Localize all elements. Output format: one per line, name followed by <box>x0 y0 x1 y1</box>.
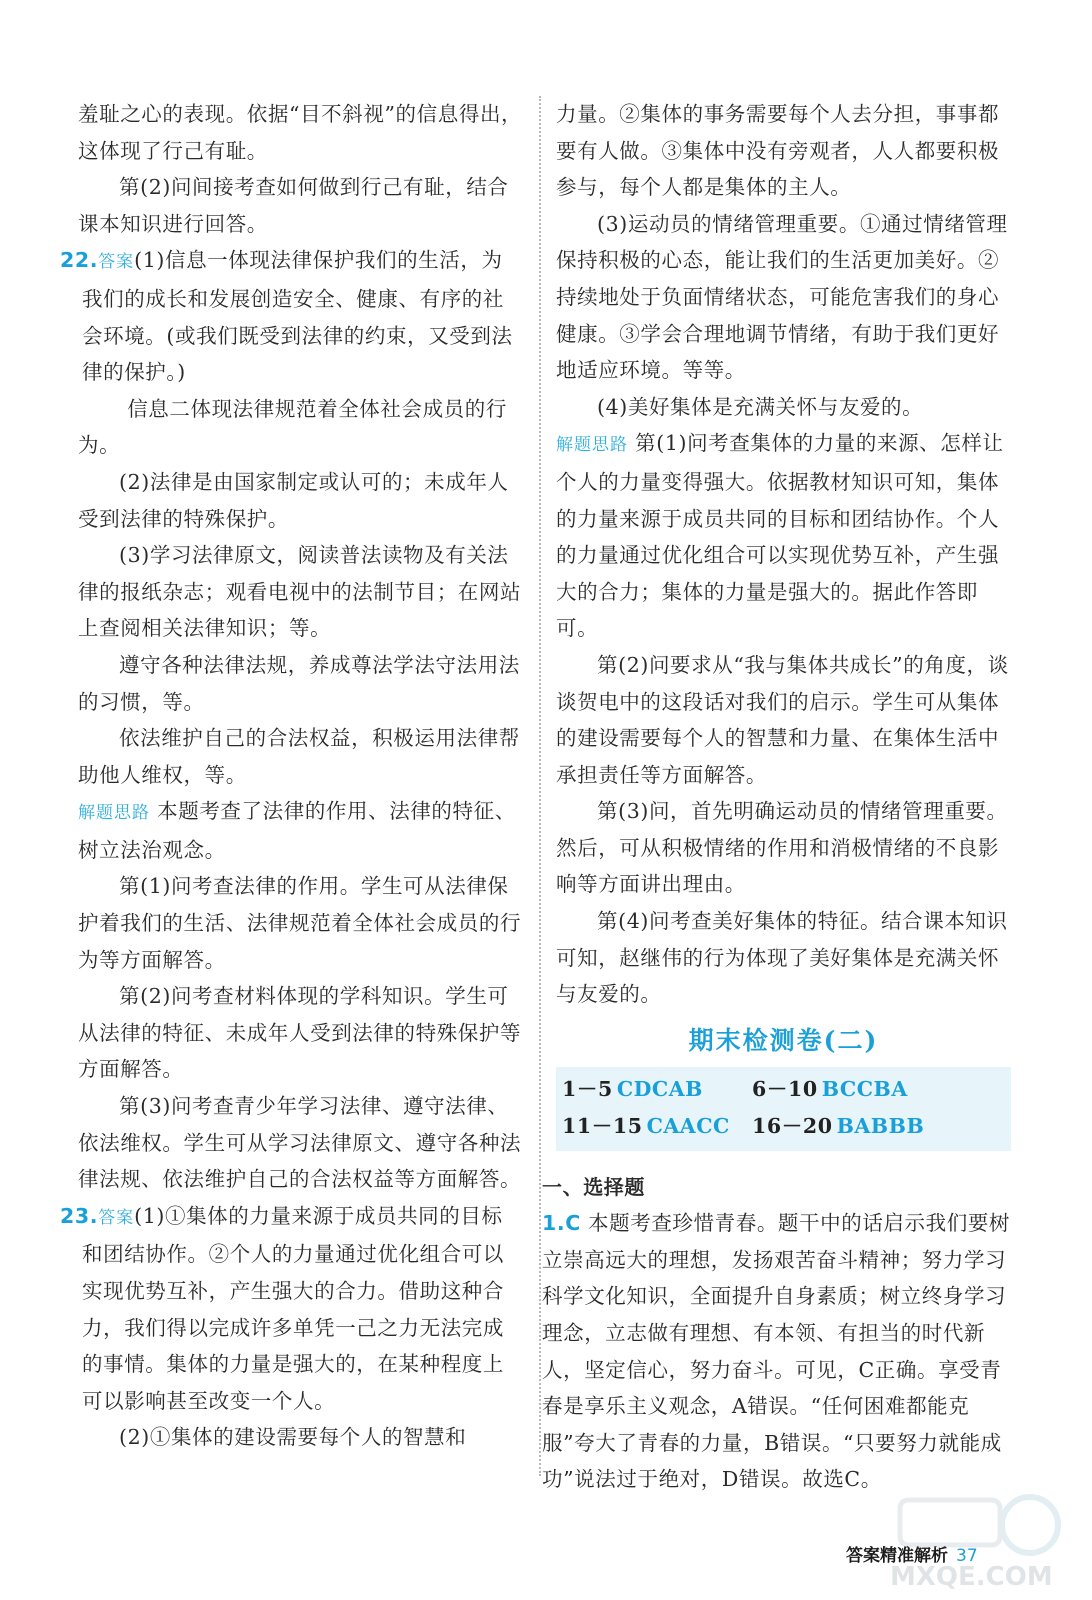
paragraph: (3)运动员的情绪管理重要。①通过情绪管理保持积极的心态，能让我们的生活更加美好。②持续地处于负面情绪状态，可能危害我们的身心健康。③学会合理地调节情绪，有助于我们更好地适应环境。等等。 <box>556 211 1008 383</box>
explanation-text: 本题考查珍惜青春。题干中的话启示我们要树立崇高远大的理想，发扬艰苦奋斗精神；努力学习科学文化知识，全面提升自身素质；树立终身学习理念，立志做有理想、有本领、有担当的时代新人，坚定信心，努力奋斗。可见，C正确。享受青春是享乐主义观念，A错误。“任何困难都能克服”夸大了青春的力量，B错误。“只要努力就能成功”说法过于绝对，D错误。故选C。 <box>542 1211 1011 1492</box>
question-number: 1.C <box>542 1211 581 1236</box>
paragraph: 第(2)问要求从“我与集体共成长”的角度，谈谈贺电中的这段话对我们的启示。学生可从集体的建设需要每个人的智慧和力量、在集体生活中承担责任等方面解答。 <box>556 652 1009 787</box>
paragraph: 第(3)问考查青少年学习法律、遵守法律、依法维权。学生可从学习法律原文、遵守各种法律法规、依法维护自己的合法权益等方面解答。 <box>78 1094 522 1192</box>
answer-key-table <box>556 1067 1011 1150</box>
watermark-logo <box>880 1490 1085 1595</box>
footer-label: 答案精准解析 <box>846 1546 948 1566</box>
watermark-text: MXQE.COM <box>890 1562 1053 1592</box>
question-23-answer <box>60 1198 523 1420</box>
left-column <box>60 96 523 1456</box>
hint-paragraph <box>78 793 523 868</box>
paragraph: 依法维护自己的合法权益，积极运用法律帮助他人维权，等。 <box>78 726 520 787</box>
page-number: 37 <box>956 1546 978 1566</box>
paragraph: (3)学习法律原文，阅读普法读物及有关法律的报纸杂志；观看电视中的法制节目；在网站上查阅相关法律知识；等。 <box>78 543 522 641</box>
paragraph: (2)①集体的建设需要每个人的智慧和 <box>119 1425 467 1450</box>
hint-paragraph <box>556 425 1011 647</box>
hint-text: 第(1)问考查集体的力量的来源、怎样让个人的力量变得强大。依据教材知识可知，集体的力量来源于成员共同的目标和团结协作。个人的力量通过优化组合可以实现优势互补，产生强大的合力；集体的力量是强大的。据此作答即可。 <box>556 431 1004 641</box>
paragraph: 第(3)问，首先明确运动员的情绪管理重要。然后，可从积极情绪的作用和消极情绪的不良影响等方面讲出理由。 <box>556 799 1008 897</box>
answer-text: (1)信息一体现法律保护我们的生活，为我们的成长和发展创造安全、健康、有序的社会环境。(或我们既受到法律的约束，又受到法律的保护。) <box>82 248 513 385</box>
exam-title: 期末检测卷(二) <box>688 1025 879 1055</box>
right-column <box>542 96 1011 1498</box>
paragraph: 第(2)问考查材料体现的学科知识。学生可从法律的特征、未成年人受到法律的特殊保护等方面解答。 <box>78 984 522 1082</box>
paragraph: 第(1)问考查法律的作用。学生可从法律保护着我们的生活、法律规范着全体社会成员的行为等方面解答。 <box>78 874 522 972</box>
answer-tag: 答案 <box>98 1207 135 1228</box>
hint-text: 本题考查了法律的作用、法律的特征、树立法治观念。 <box>78 799 516 862</box>
question-1-explanation <box>542 1205 1011 1498</box>
answer-text: (1)①集体的力量来源于成员共同的目标和团结协作。②个人的力量通过优化组合可以实现优势互补，产生强大的合力。借助这种合力，我们得以完成许多单凭一己之力无法完成的事情。集体的力量是强大的，在某种程度上可以影响甚至改变一个人。 <box>82 1203 504 1413</box>
paragraph: 羞耻之心的表现。依据“目不斜视”的信息得出，这体现了行己有耻。 <box>78 102 523 163</box>
answer-key-item: 11－15 CAACC <box>562 1114 730 1139</box>
hint-tag: 解题思路 <box>78 803 150 824</box>
paragraph: (2)法律是由国家制定或认可的；未成年人受到法律的特殊保护。 <box>78 469 509 531</box>
paragraph: 信息二体现法律规范着全体社会成员的行为。 <box>78 396 507 458</box>
section-heading: 一、选择题 <box>542 1174 645 1199</box>
paragraph: 第(4)问考查美好集体的特征。结合课本知识可知，赵继伟的行为体现了美好集体是充满关怀与友爱的。 <box>556 909 1008 1007</box>
question-22-answer <box>60 242 523 390</box>
paragraph: 力量。②集体的事务需要每个人去分担，事事都要有人做。③集体中没有旁观者，人人都要积极参与，每个人都是集体的主人。 <box>556 102 1000 200</box>
paragraph: 遵守各种法律法规，养成尊法学法守法用法的习惯，等。 <box>78 652 520 714</box>
answer-tag: 答案 <box>98 252 135 273</box>
question-number: 22. <box>60 248 99 273</box>
answer-key-item: 6－10 BCCBA <box>752 1077 908 1102</box>
paragraph: 第(2)问间接考查如何做到行己有耻，结合课本知识进行回答。 <box>78 175 509 236</box>
answer-key-item: 1－5 CDCAB <box>562 1077 703 1102</box>
question-number: 23. <box>60 1203 99 1228</box>
hint-tag: 解题思路 <box>556 435 628 456</box>
answer-key-item: 16－20 BABBB <box>752 1114 925 1139</box>
paragraph: (4)美好集体是充满关怀与友爱的。 <box>597 394 924 419</box>
column-divider <box>539 96 541 1476</box>
